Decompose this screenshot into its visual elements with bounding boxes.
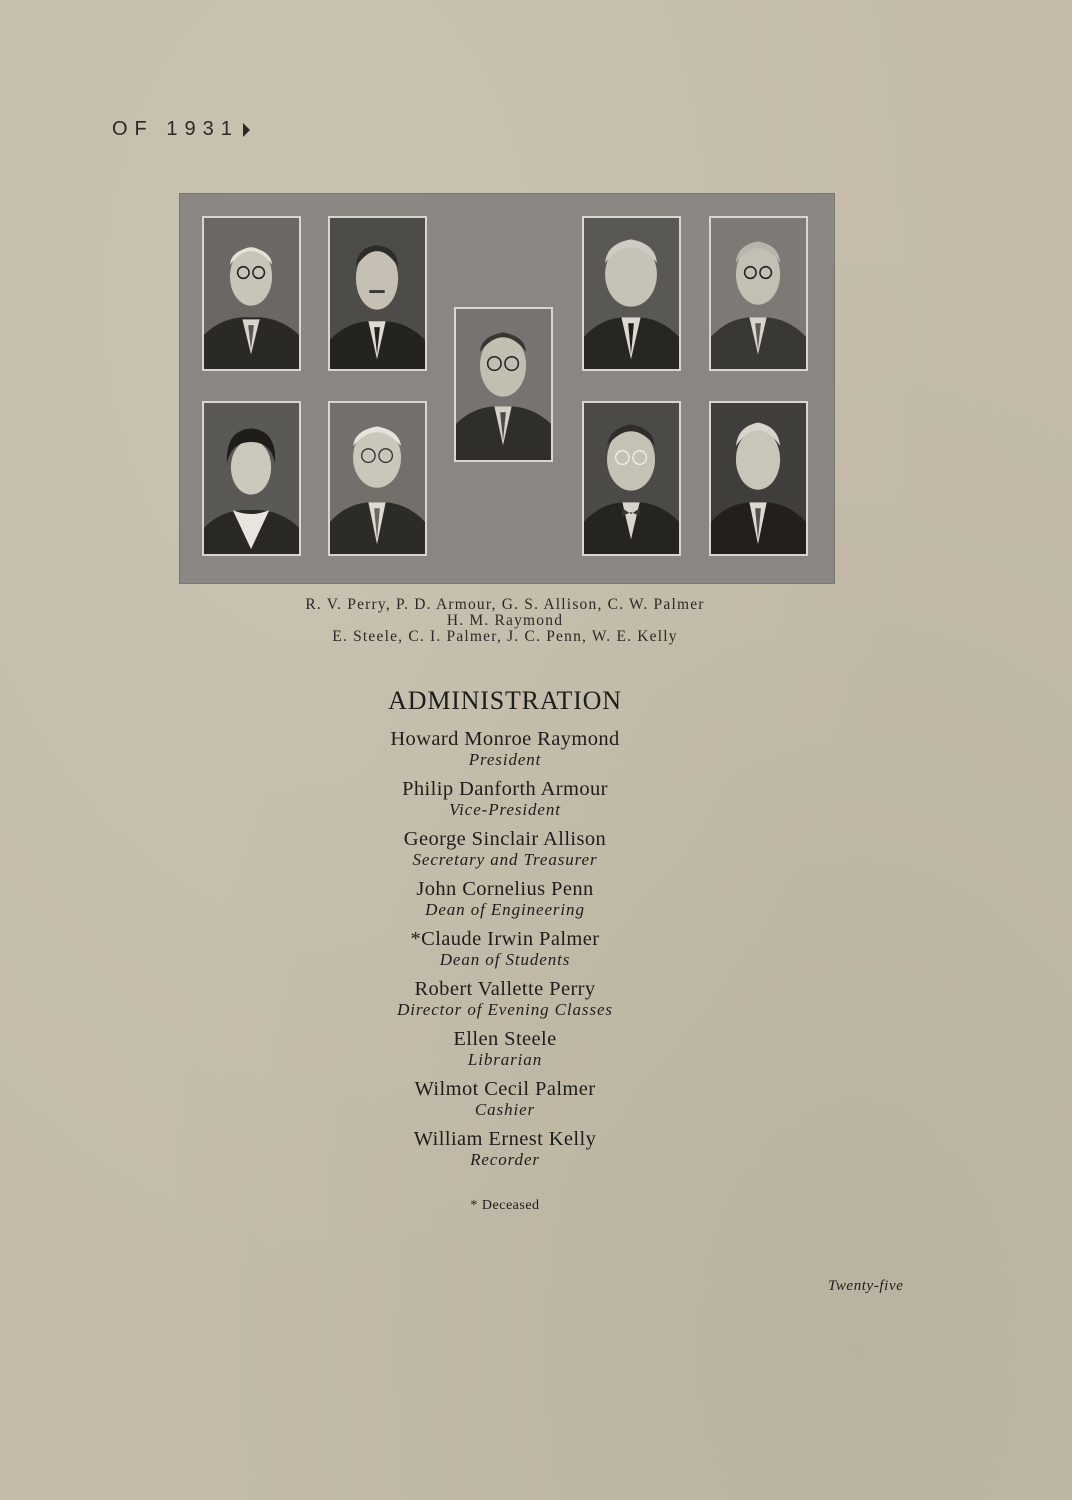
portrait-photo <box>328 401 427 556</box>
officer-name: George Sinclair Allison <box>403 828 607 850</box>
running-header <box>112 118 250 141</box>
officer-title: Recorder <box>470 1150 540 1169</box>
officer-name: *Claude Irwin Palmer <box>410 928 600 950</box>
portrait-photo <box>582 401 681 556</box>
officer-name: Howard Monroe Raymond <box>390 728 620 750</box>
page-number: Twenty-five <box>828 1278 904 1294</box>
officer-list <box>0 728 1010 1178</box>
footnote: * Deceased <box>470 1198 540 1213</box>
officer-title: Cashier <box>474 1100 536 1119</box>
portrait-photo <box>709 401 808 556</box>
officer-name: Philip Danforth Armour <box>402 778 608 800</box>
photo-caption <box>0 597 1010 645</box>
officer-entry <box>0 1128 1010 1178</box>
officer-entry <box>0 878 1010 928</box>
officer-entry <box>0 1028 1010 1078</box>
caption-line: H. M. Raymond <box>446 612 564 629</box>
officer-title: Vice-President <box>449 800 561 819</box>
caption-line: R. V. Perry, P. D. Armour, G. S. Allison, C. W. Palmer <box>305 596 705 613</box>
officer-title: Dean of Engineering <box>425 900 585 919</box>
officer-title: Dean of Students <box>439 950 571 969</box>
officer-name: John Cornelius Penn <box>416 878 594 900</box>
portrait-photo <box>328 216 427 371</box>
portrait-photo <box>202 216 301 371</box>
running-head-text: OF 1931 <box>112 118 239 140</box>
portrait-photo <box>709 216 808 371</box>
officer-entry <box>0 928 1010 978</box>
officer-entry <box>0 778 1010 828</box>
section-heading: ADMINISTRATION <box>388 686 622 715</box>
officer-name: Wilmot Cecil Palmer <box>414 1078 596 1100</box>
administration-section <box>0 682 1010 1214</box>
officer-name: Robert Vallette Perry <box>414 978 596 1000</box>
portrait-photo <box>454 307 553 462</box>
portrait-panel <box>179 193 835 584</box>
officer-entry <box>0 828 1010 878</box>
officer-title: President <box>468 750 542 769</box>
officer-name: Ellen Steele <box>453 1028 557 1050</box>
portrait-photo <box>582 216 681 371</box>
officer-title: Secretary and Treasurer <box>412 850 598 869</box>
officer-name: William Ernest Kelly <box>413 1128 597 1150</box>
officer-entry <box>0 1078 1010 1128</box>
caption-line: E. Steele, C. I. Palmer, J. C. Penn, W. E. Kelly <box>332 628 678 645</box>
officer-title: Librarian <box>467 1050 543 1069</box>
officer-entry <box>0 978 1010 1028</box>
arrow-right-icon <box>243 123 250 137</box>
officer-entry <box>0 728 1010 778</box>
officer-title: Director of Evening Classes <box>397 1000 613 1019</box>
portrait-photo <box>202 401 301 556</box>
